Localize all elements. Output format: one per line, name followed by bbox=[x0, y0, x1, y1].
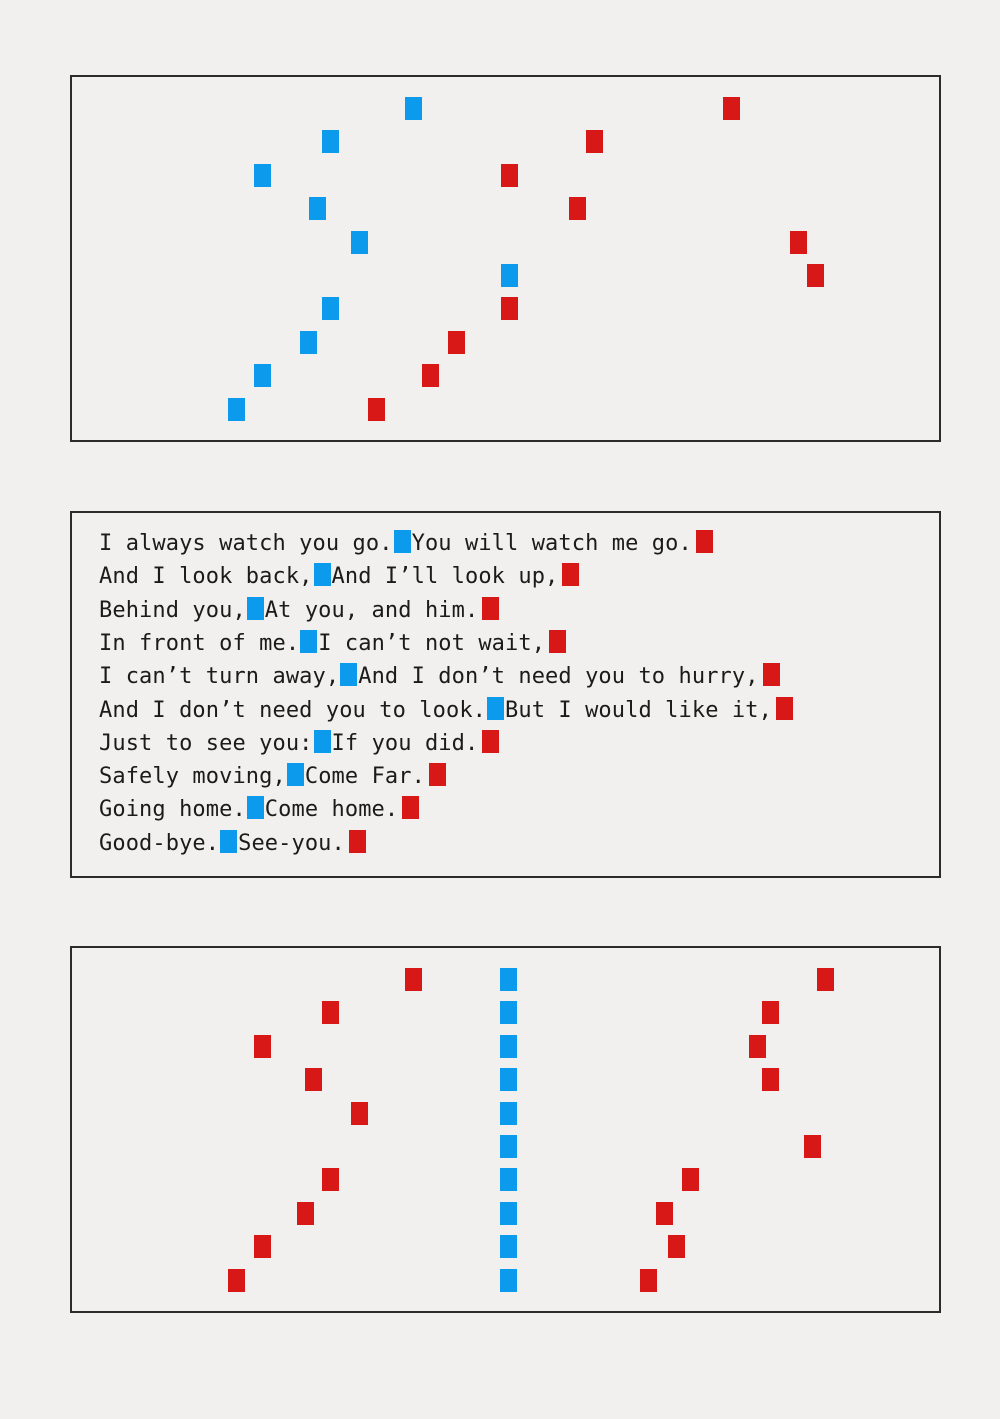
blue-marker bbox=[254, 164, 271, 187]
red-marker bbox=[763, 663, 780, 686]
blue-marker bbox=[500, 1068, 517, 1091]
red-marker bbox=[448, 331, 465, 354]
poem-phrase-first: In front of me. bbox=[99, 630, 300, 656]
red-marker bbox=[696, 530, 713, 553]
red-marker bbox=[368, 398, 385, 421]
poem-line bbox=[99, 697, 794, 725]
red-marker bbox=[569, 197, 586, 220]
red-marker bbox=[422, 364, 439, 387]
poem-phrase-first: Going home. bbox=[99, 797, 246, 823]
red-marker bbox=[349, 830, 366, 853]
poem-phrase-second: See-you. bbox=[238, 830, 345, 856]
poem-phrase-second: You will watch me go. bbox=[411, 531, 692, 556]
poem-line bbox=[99, 730, 500, 758]
blue-marker bbox=[247, 796, 264, 819]
blue-marker bbox=[500, 1269, 517, 1292]
blue-marker bbox=[300, 630, 317, 653]
blue-marker bbox=[500, 1001, 517, 1024]
red-marker bbox=[656, 1202, 673, 1225]
blue-marker bbox=[287, 763, 304, 786]
poem-phrase-first: Safely moving, bbox=[99, 764, 286, 790]
blue-marker bbox=[220, 830, 237, 853]
poem-phrase-first: Just to see you: bbox=[99, 730, 313, 756]
blue-marker bbox=[500, 1135, 517, 1158]
poem-phrase-first: Good-bye. bbox=[99, 830, 220, 856]
red-marker bbox=[762, 1068, 779, 1091]
poem-phrase-first: I always watch you go. bbox=[99, 531, 393, 556]
blue-marker bbox=[254, 364, 271, 387]
poem-line bbox=[99, 630, 567, 658]
blue-marker bbox=[314, 563, 331, 586]
blue-marker bbox=[351, 231, 368, 254]
poem-line bbox=[99, 763, 447, 791]
red-marker bbox=[723, 97, 740, 120]
blue-marker bbox=[340, 663, 357, 686]
poem-line bbox=[99, 830, 367, 858]
poem-phrase-first: And I look back, bbox=[99, 564, 313, 590]
blue-marker bbox=[500, 1235, 517, 1258]
poem-phrase-second: If you did. bbox=[331, 730, 479, 756]
blue-marker bbox=[500, 968, 517, 991]
red-marker bbox=[482, 597, 499, 620]
red-marker bbox=[429, 763, 446, 786]
blue-marker bbox=[394, 530, 411, 553]
poem-line bbox=[99, 530, 714, 558]
poem-phrase-second: Come Far. bbox=[304, 764, 425, 790]
red-marker bbox=[351, 1102, 368, 1125]
red-marker bbox=[807, 264, 824, 287]
poem-line bbox=[99, 563, 580, 591]
poem-phrase-second: Come home. bbox=[264, 797, 399, 823]
poem-phrase-second: And I don’t need you to hurry, bbox=[358, 664, 759, 690]
blue-marker bbox=[309, 197, 326, 220]
red-marker bbox=[322, 1168, 339, 1191]
blue-marker bbox=[405, 97, 422, 120]
blue-marker bbox=[500, 1102, 517, 1125]
blue-marker bbox=[501, 264, 518, 287]
blue-marker bbox=[500, 1168, 517, 1191]
red-marker bbox=[562, 563, 579, 586]
red-marker bbox=[402, 796, 419, 819]
blue-marker bbox=[228, 398, 245, 421]
blue-marker bbox=[247, 597, 264, 620]
red-marker bbox=[549, 630, 566, 653]
poem-phrase-second: But I would like it, bbox=[505, 697, 772, 723]
red-marker bbox=[586, 130, 603, 153]
red-marker bbox=[254, 1235, 271, 1258]
red-marker bbox=[817, 968, 834, 991]
red-marker bbox=[254, 1035, 271, 1058]
blue-marker bbox=[322, 297, 339, 320]
poem-phrase-first: And I don’t need you to look. bbox=[99, 697, 487, 723]
red-marker bbox=[640, 1269, 657, 1292]
red-marker bbox=[790, 231, 807, 254]
red-marker bbox=[501, 164, 518, 187]
poem-phrase-second: At you, and him. bbox=[264, 597, 479, 623]
red-marker bbox=[776, 697, 793, 720]
red-marker bbox=[749, 1035, 766, 1058]
blue-marker bbox=[314, 730, 331, 753]
blue-marker bbox=[322, 130, 339, 153]
poem-phrase-second: And I’ll look up, bbox=[331, 564, 559, 590]
blue-marker bbox=[500, 1035, 517, 1058]
poem-line bbox=[99, 796, 420, 824]
red-marker bbox=[228, 1269, 245, 1292]
poem-panel bbox=[70, 511, 941, 878]
marker-panel-bottom bbox=[70, 946, 941, 1313]
red-marker bbox=[682, 1168, 699, 1191]
red-marker bbox=[297, 1202, 314, 1225]
poem-phrase-first: Behind you, bbox=[99, 597, 246, 623]
red-marker bbox=[405, 968, 422, 991]
red-marker bbox=[804, 1135, 821, 1158]
poem-line bbox=[99, 663, 781, 691]
red-marker bbox=[668, 1235, 685, 1258]
blue-marker bbox=[487, 697, 504, 720]
red-marker bbox=[501, 297, 518, 320]
blue-marker bbox=[500, 1202, 517, 1225]
poem-line bbox=[99, 597, 500, 625]
poem-phrase-first: I can’t turn away, bbox=[99, 664, 340, 690]
red-marker bbox=[762, 1001, 779, 1024]
red-marker bbox=[322, 1001, 339, 1024]
red-marker bbox=[482, 730, 499, 753]
red-marker bbox=[305, 1068, 322, 1091]
poem-phrase-second: I can’t not wait, bbox=[318, 630, 546, 656]
blue-marker bbox=[300, 331, 317, 354]
marker-panel-top bbox=[70, 75, 941, 442]
